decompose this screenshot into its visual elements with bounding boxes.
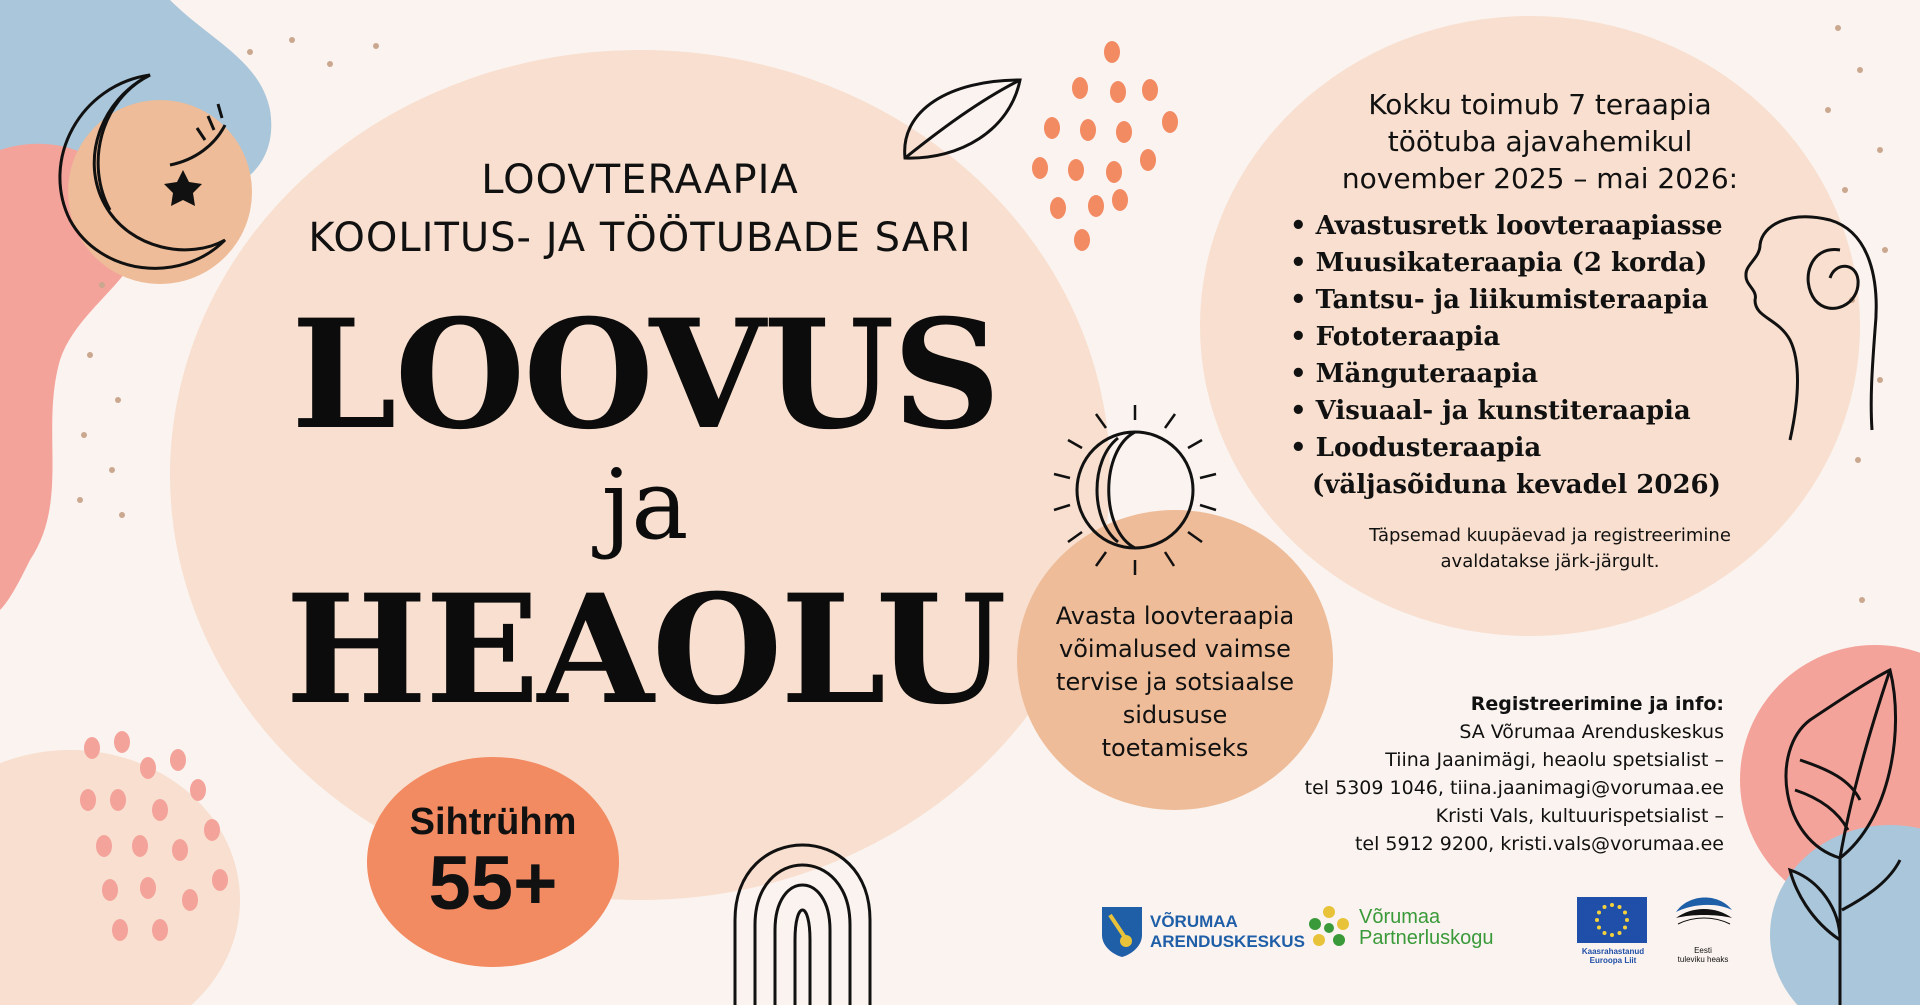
title-loovus: LOOVUS [291, 287, 999, 463]
title-ja: ja [601, 449, 689, 561]
program-intro [1320, 86, 1760, 197]
details-line: avaldatakse järk-järgult. [1440, 551, 1660, 572]
contact-line: Tiina Jaanimägi, heaolu spetsialist – [1385, 749, 1724, 771]
header-line-1: LOOVTERAAPIA [481, 157, 799, 203]
intro-line: Kokku toimub 7 teraapia [1368, 88, 1712, 121]
contact-line: Kristi Vals, kultuurispetsialist – [1435, 805, 1724, 827]
estonia-caption-line: tuleviku heaks [1677, 955, 1729, 964]
logo-arenduskeskus-line: VÕRUMAA [1150, 912, 1238, 931]
header-line-2: KOOLITUS- JA TÖÖTUBADE SARI [308, 215, 972, 261]
estonia-caption-line: Eesti [1694, 946, 1712, 955]
workshop-list [1290, 208, 1750, 504]
workshop-note: (väljasõiduna kevadel 2026) [1312, 470, 1721, 500]
workshop-item: • Muusikateraapia (2 korda) [1290, 245, 1750, 282]
workshop-item: • Fototeraapia [1290, 319, 1750, 356]
tagline-line: tervise ja sotsiaalse [1056, 668, 1294, 696]
shield-icon [1100, 905, 1144, 959]
tagline-line: Avasta loovteraapia [1055, 602, 1295, 630]
intro-line: töötuba ajavahemikul [1387, 125, 1693, 158]
leaf-lineart [905, 80, 1020, 158]
tagline-line: võimalused vaimse [1059, 635, 1291, 663]
target-label: Sihtrühm [409, 801, 577, 843]
eu-caption-line: Kaasrahastanud [1581, 947, 1645, 956]
estonia-flag-swoosh-icon [1668, 892, 1738, 942]
contact-block [1204, 690, 1724, 858]
tagline-line: sidususe [1122, 701, 1228, 729]
logo-estonia [1668, 892, 1738, 964]
target-age: 55+ [428, 841, 558, 926]
eu-caption-line: Euroopa Liit [1589, 956, 1637, 965]
logo-arenduskeskus-line: ARENDUSKESKUS [1150, 932, 1305, 951]
logo-partnerluskogu-line: Partnerluskogu [1359, 927, 1494, 949]
workshop-item: • Tantsu- ja liikumisteraapia [1290, 282, 1750, 319]
target-group-badge [367, 757, 619, 967]
orange-seed-cluster [1032, 41, 1178, 251]
workshop-item: • Visuaal- ja kunstiteraapia [1290, 393, 1750, 430]
contact-line: SA Võrumaa Arenduskeskus [1459, 721, 1724, 743]
intro-line: november 2025 – mai 2026: [1341, 162, 1739, 195]
logo-partnerluskogu-line: Võrumaa [1359, 906, 1441, 928]
workshop-item: • Avastusretk loovteraapiasse [1290, 208, 1750, 245]
workshop-item: • Mänguteraapia [1290, 356, 1750, 393]
program-details [1330, 523, 1770, 575]
flower-logo-icon [1305, 902, 1353, 954]
workshop-item: • Loodusteraapia [1290, 430, 1750, 467]
title-heaolu: HEAOLU [285, 562, 1005, 738]
details-line: Täpsemad kuupäevad ja registreerimine [1369, 525, 1731, 546]
eu-flag-icon [1577, 897, 1647, 943]
logo-eu [1577, 897, 1649, 965]
logo-vorumaa-arenduskeskus [1100, 905, 1305, 959]
contact-line: tel 5309 1046, tiina.jaanimagi@vorumaa.ee [1304, 777, 1724, 799]
contact-line: tel 5912 9200, kristi.vals@vorumaa.ee [1354, 833, 1724, 855]
logo-vorumaa-partnerluskogu [1305, 902, 1494, 954]
contact-heading: Registreerimine ja info: [1470, 693, 1724, 715]
tagline-line: toetamiseks [1101, 734, 1249, 762]
